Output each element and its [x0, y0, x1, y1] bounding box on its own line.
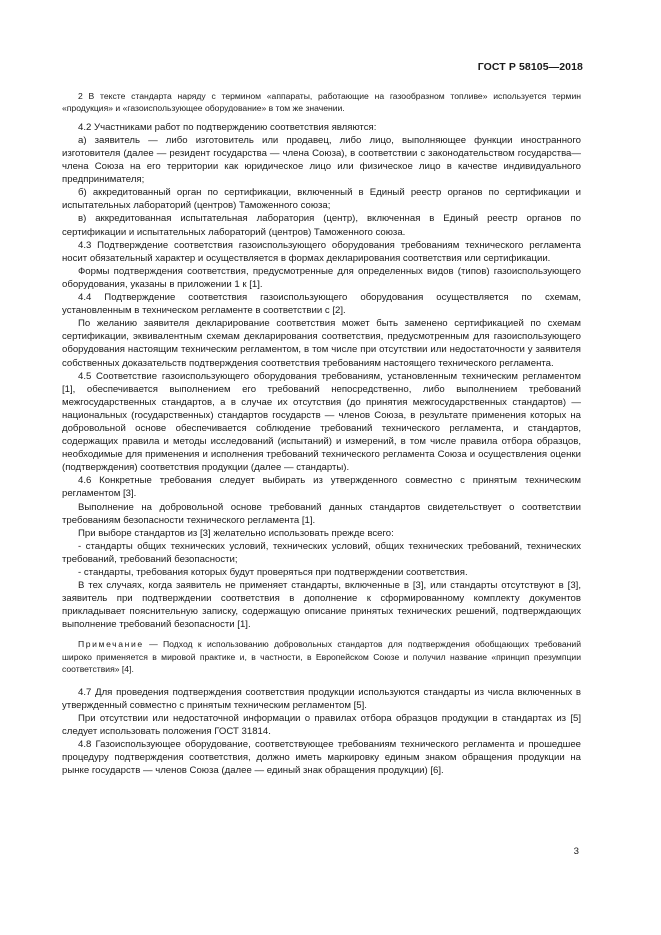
paragraph-4-7: 4.7 Для проведения подтверждения соответствия продукции используются стандарты из числа включенных в утвержденный совместно с принятым техническим регламентом [5].	[62, 686, 581, 711]
paragraph-4-3: 4.3 Подтверждение соответствия газоиспользующего оборудования требованиям технического регламента носит обязательный характер и осуществляется в формах декларирования соответствия или сертификации.	[62, 239, 581, 264]
paragraph: Формы подтверждения соответствия, предусмотренные для определенных видов (типов) газоиспользующего оборудования, указаны в приложении 1 к [1].	[62, 265, 581, 290]
paragraph: При отсутствии или недостаточной информации о правилах отбора образцов продукции в стандартах из [5] следует использовать положения ГОСТ 31814.	[62, 712, 581, 737]
list-item-a: а) заявитель — либо изготовитель или продавец, либо лицо, выполняющее функции иностранного изготовителя (далее — резидент государства — члена Союза), в соответствии с законодательством государства—члена Союза на его территории как юридическое лицо или физическое лицо в качестве индивидуального предпринимателя;	[62, 134, 581, 186]
body-text	[62, 90, 581, 777]
paragraph-4-5: 4.5 Соответствие газоиспользующего оборудования требованиям, установленным техническим регламентом [1], обеспечивается выполнением его требований непосредственно, либо выполнением требований межгосударственных стандартов, а в случае их отсутствия (до принятия межгосударственных стандартов) — национальных (государственных) стандартов государств — членов Союза, в результате применения которых на добровольной основе обеспечивается соблюдение требований технического регламента, и стандартов, содержащих правила и методы исследований (испытаний) и измерений, в том числе правила отбора образцов, необходимые для применения и исполнения требований технического регламента Союза и осуществления оценки (подтверждения) соответствия продукции (далее — стандарты).	[62, 370, 581, 474]
paragraph-4-6: 4.6 Конкретные требования следует выбирать из утвержденного совместно с принятым техническим регламентом [3].	[62, 475, 581, 500]
list-item: - стандарты, требования которых будут проверяться при подтверждении соответствия.	[78, 567, 468, 578]
note-label: Примечание	[78, 639, 144, 650]
list-item: - стандарты общих технических условий, технических условий, общих технических требований, технических требований, требований безопасности;	[62, 540, 581, 565]
list-item-b: б) аккредитованный орган по сертификации, включенный в Единый реестр органов по сертификации и испытательных лабораторий (центров) Таможенного союза;	[62, 187, 581, 212]
paragraph: По желанию заявителя декларирование соответствия может быть заменено сертификацией по схемам сертификации, эквивалентным схемам декларирования соответствия, предусмотренным для газоиспользующего оборудования настоящим техническим регламентом, в том числе при отсутствии или недостаточности у заявителя собственных доказательств подтверждения соответствия требованиям настоящего технического регламента.	[62, 318, 581, 369]
paragraph: При выборе стандартов из [3] желательно использовать прежде всего:	[78, 527, 394, 539]
page-number: 3	[573, 846, 579, 857]
standard-header: ГОСТ Р 58105—2018	[477, 61, 583, 73]
note-paragraph: 2 В тексте стандарта наряду с термином «аппараты, работающие на газообразном топливе» используется термин «продукция» и «газоиспользующее оборудование» в том же значении.	[62, 91, 581, 114]
paragraph-4-8: 4.8 Газоиспользующее оборудование, соответствующее требованиям технического регламента и прошедшее процедуру подтверждения соответствия, должно иметь маркировку единым знаком обращения продукции на рынке государств — членов Союза (далее — единый знак обращения продукции) [6].	[62, 739, 581, 777]
paragraph: В тех случаях, когда заявитель не применяет стандарты, включенные в [3], или стандарты отсутствуют в [3], заявитель при подтверждении соответствия в дополнение к сформированному комплекту документов прикладывает пояснительную записку, содержащую описание принятых технических решений, подтверждающих выполнение требований безопасности [1].	[62, 580, 581, 631]
list-item-v: в) аккредитованная испытательная лаборатория (центр), включенная в Единый реестр органов по сертификации и испытательных лабораторий (центров) Таможенного союза.	[62, 213, 581, 238]
paragraph: Выполнение на добровольной основе требований данных стандартов свидетельствует о соответствии требованиям безопасности технического регламента [1].	[62, 501, 581, 526]
paragraph-4-2: 4.2 Участниками работ по подтверждению соответствия являются:	[78, 121, 377, 133]
paragraph-4-4: 4.4 Подтверждение соответствия газоиспользующего оборудования осуществляется по схемам, установленным в техническом регламенте в соответствии с [2].	[62, 292, 581, 317]
note-text: — Подход к использованию добровольных стандартов для подтверждения обобщающих требований широко применяется в мировой практике и, в частности, в Европейском Союзе и получил название «принцип презумпции соответствия» [4].	[62, 639, 582, 675]
note	[62, 638, 581, 675]
